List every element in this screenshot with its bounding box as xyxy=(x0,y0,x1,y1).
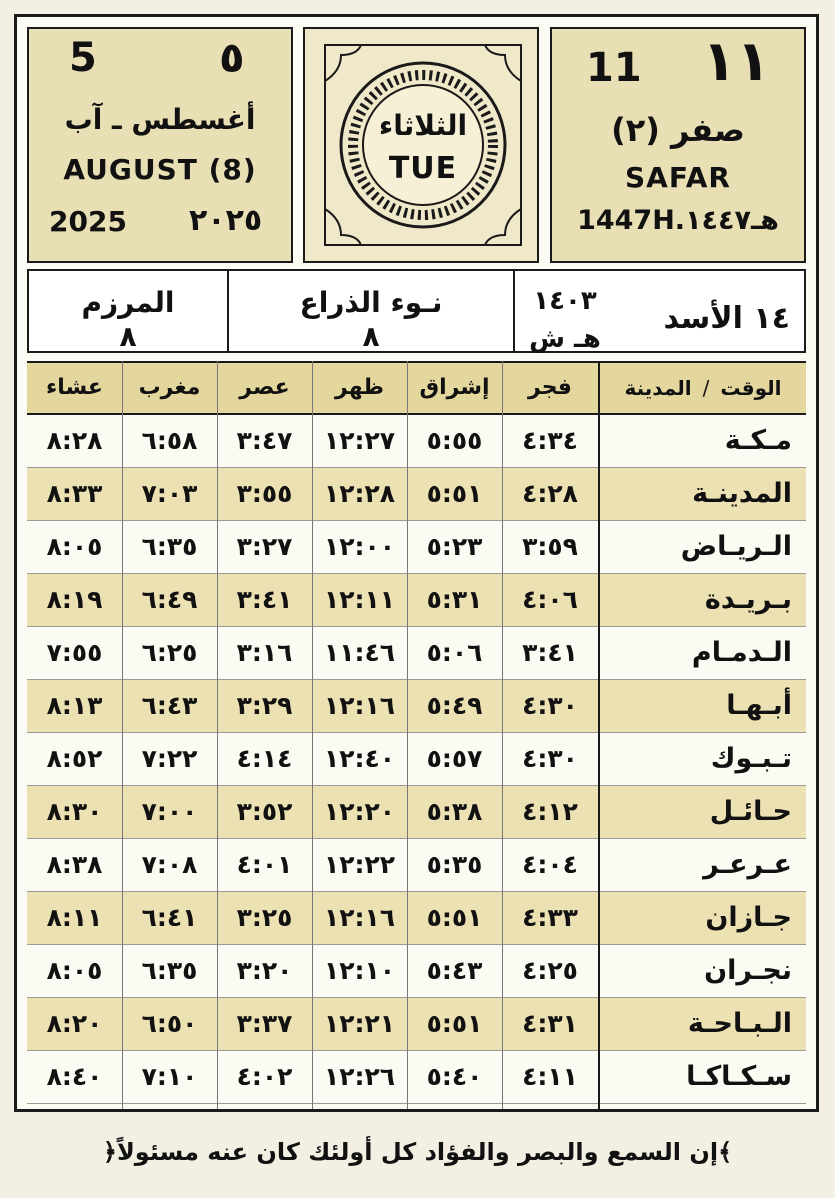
prayer-time: ٤:٢٥ xyxy=(522,956,578,985)
prayer-time: ٨:١٩ xyxy=(46,585,103,614)
table-row xyxy=(27,1051,806,1104)
prayer-time: ٤:٣٤ xyxy=(522,426,578,455)
table-row xyxy=(27,892,806,945)
prayer-time: ٤:١١ xyxy=(522,1062,578,1091)
prayer-time: ٥:٣١ xyxy=(426,585,483,614)
prayer-time: ٨:٠٥ xyxy=(46,956,103,985)
footer-verse xyxy=(0,1122,835,1182)
table-row xyxy=(27,998,806,1051)
prayer-time: ٥:٥١ xyxy=(426,479,483,508)
column-divider xyxy=(407,361,408,1109)
prayer-time: ١٢:١٦ xyxy=(323,691,396,720)
prayer-time: ٧:٠٨ xyxy=(141,850,198,879)
prayer-time: ٥:٢٣ xyxy=(426,532,483,561)
prayer-time: ٤:٢٨ xyxy=(522,479,578,508)
city-name: تـبـوك xyxy=(710,743,792,774)
prayer-time: ٣:١٦ xyxy=(236,638,293,667)
shamsi-label: هـ ش xyxy=(529,324,601,354)
prayer-time: ٦:٤١ xyxy=(141,903,198,932)
table-row xyxy=(27,680,806,733)
prayer-time: ٧:١٠ xyxy=(141,1062,198,1091)
hijri-year: 1447H.هـ١٤٤٧ xyxy=(577,205,779,236)
table-row xyxy=(27,786,806,839)
column-divider xyxy=(312,361,313,1109)
nawa-cell xyxy=(229,271,513,351)
prayer-time: ٦:٤٩ xyxy=(141,585,198,614)
prayer-time: ٨:٥٢ xyxy=(46,744,103,773)
season-info-row xyxy=(27,269,806,353)
prayer-time: ٨:٢٨ xyxy=(46,426,103,455)
prayer-time: ٤:٣١ xyxy=(522,1009,578,1038)
city-name: الـبـاحـة xyxy=(687,1008,792,1039)
prayer-time: ٣:٢٧ xyxy=(236,532,293,561)
prayer-time: ١٢:٠٠ xyxy=(323,532,396,561)
gregorian-month-english: AUGUST (8) xyxy=(63,153,257,186)
table-row xyxy=(27,733,806,786)
header xyxy=(27,27,806,263)
table-row xyxy=(27,468,806,521)
table-row xyxy=(27,415,806,468)
prayer-time: ٨:٣٨ xyxy=(46,850,103,879)
prayer-time: ٥:٥٥ xyxy=(426,426,483,455)
city-name: بـريـدة xyxy=(704,584,792,615)
prayer-time: ٥:٣٥ xyxy=(426,850,483,879)
city-column-divider xyxy=(598,361,600,1109)
header-slash: / xyxy=(702,376,710,400)
prayer-time: ٣:٥٩ xyxy=(522,532,578,561)
nawa-title: نـوء الذراع xyxy=(299,286,443,319)
prayer-time: ٥:٥٧ xyxy=(426,744,483,773)
prayer-time: ٣:٢٠ xyxy=(236,956,293,985)
seal-emblem xyxy=(321,41,525,249)
table-row xyxy=(27,521,806,574)
hijri-month-arabic: صفر (٢) xyxy=(611,111,745,149)
prayer-time: ٨:٣٣ xyxy=(46,479,103,508)
city-name: المدينـة xyxy=(692,478,792,509)
prayer-time: ٧:٥٥ xyxy=(46,638,103,667)
prayer-time: ٦:٣٥ xyxy=(141,956,198,985)
gregorian-year-latin: 2025 xyxy=(49,205,127,238)
prayer-time: ٤:١٤ xyxy=(236,744,293,773)
prayer-time: ٥:٠٦ xyxy=(426,638,483,667)
prayer-time: ٥:٥١ xyxy=(426,1009,483,1038)
nawa-number: ٨ xyxy=(362,320,380,353)
prayer-time: ١٢:١٠ xyxy=(323,956,396,985)
prayer-time: ٤:٠٤ xyxy=(522,850,578,879)
marzam-number: ٨ xyxy=(119,320,137,353)
prayer-time: ١٢:٢٢ xyxy=(323,850,396,879)
shamsi-year-cell xyxy=(515,271,615,354)
prayer-times-table xyxy=(27,361,806,1109)
col-header-maghrib: مغرب xyxy=(138,375,201,400)
gregorian-day-arabic: ٥ xyxy=(219,33,245,82)
prayer-time: ٣:٢٩ xyxy=(236,691,293,720)
weekday-seal-box xyxy=(303,27,539,263)
gregorian-day-latin: 5 xyxy=(69,35,97,81)
column-divider xyxy=(502,361,503,1109)
prayer-time: ٤:٠٦ xyxy=(522,585,578,614)
prayer-time: ٨:٣٠ xyxy=(46,797,103,826)
prayer-time: ٣:٥٥ xyxy=(236,479,293,508)
prayer-time: ١٢:٢٦ xyxy=(323,1062,396,1091)
gregorian-date-box xyxy=(27,27,293,263)
prayer-time: ٤:٣٠ xyxy=(522,691,578,720)
hijri-day-arabic: ١١ xyxy=(702,29,771,94)
prayer-time: ٤:٠٢ xyxy=(236,1062,293,1091)
marzam-cell xyxy=(29,271,227,351)
prayer-time: ٥:٥١ xyxy=(426,903,483,932)
column-divider xyxy=(122,361,123,1109)
prayer-time: ٦:٤٣ xyxy=(141,691,198,720)
prayer-time: ٦:٢٥ xyxy=(141,638,198,667)
col-header-dhuhr: ظهر xyxy=(335,375,384,400)
table-row xyxy=(27,627,806,680)
col-header-isha: عشاء xyxy=(46,375,103,400)
prayer-time: ١٢:١١ xyxy=(323,585,396,614)
col-header-fajr: فجر xyxy=(528,375,572,400)
city-name: مـكـة xyxy=(724,425,792,456)
prayer-time: ١٢:٤٠ xyxy=(323,744,396,773)
prayer-time: ٥:٣٨ xyxy=(426,797,483,826)
weekday-arabic: الثلاثاء xyxy=(378,109,468,142)
prayer-time: ٧:٠٣ xyxy=(141,479,198,508)
prayer-time: ١٢:٢١ xyxy=(323,1009,396,1038)
prayer-time: ٧:٠٠ xyxy=(141,797,198,826)
prayer-time: ٦:٣٥ xyxy=(141,532,198,561)
prayer-time: ٤:١٢ xyxy=(522,797,578,826)
prayer-time: ٥:٤٣ xyxy=(426,956,483,985)
prayer-time: ٨:١١ xyxy=(46,903,103,932)
marzam-title: المرزم xyxy=(81,286,175,319)
prayer-time: ٣:٥٢ xyxy=(236,797,293,826)
city-name: حـائـل xyxy=(709,796,792,827)
city-name: سـكـاكـا xyxy=(686,1061,792,1092)
col-header-ishraq: إشراق xyxy=(419,375,490,400)
header-city-label: المدينة xyxy=(624,376,692,400)
city-name: أبـهـا xyxy=(726,690,792,721)
calendar-page xyxy=(14,14,819,1112)
prayer-time: ٣:٤١ xyxy=(522,638,578,667)
col-header-asr: عصر xyxy=(239,375,290,400)
weekday-english: TUE xyxy=(388,151,458,186)
hijri-date-box xyxy=(550,27,806,263)
city-name: عـرعـر xyxy=(703,849,792,880)
city-name: نجـران xyxy=(704,955,792,986)
table-row xyxy=(27,574,806,627)
prayer-time: ٤:٠١ xyxy=(236,850,293,879)
header-time-label: الوقت xyxy=(720,376,782,400)
prayer-time: ٤:٣٣ xyxy=(522,903,578,932)
prayer-time: ٣:٢٥ xyxy=(236,903,293,932)
table-header xyxy=(27,361,806,415)
gregorian-year-arabic: ٢٠٢٥ xyxy=(189,203,263,238)
prayer-time: ٧:٢٢ xyxy=(141,744,198,773)
table-row xyxy=(27,945,806,998)
gregorian-month-arabic: أغسطس ـ آب xyxy=(64,103,256,136)
prayer-time: ٣:٣٧ xyxy=(236,1009,293,1038)
prayer-time: ٣:٤٧ xyxy=(236,426,293,455)
prayer-time: ١٢:٢٨ xyxy=(323,479,396,508)
prayer-time: ٤:٣٠ xyxy=(522,744,578,773)
prayer-time: ٥:٤٩ xyxy=(426,691,483,720)
prayer-time: ٦:٥٠ xyxy=(141,1009,198,1038)
prayer-time: ١٢:١٦ xyxy=(323,903,396,932)
prayer-time: ١٢:٢٠ xyxy=(323,797,396,826)
shamsi-year: ١٤٠٣ xyxy=(533,286,597,316)
prayer-time: ٨:٠٥ xyxy=(46,532,103,561)
prayer-time: ٣:٤١ xyxy=(236,585,293,614)
prayer-time: ٦:٥٨ xyxy=(141,426,198,455)
verse-text: ﴿إن السمع والبصر والفؤاد كل أولئك كان عنه مسئولاً﴾ xyxy=(102,1138,733,1166)
table-row xyxy=(27,839,806,892)
col-header-city-time xyxy=(600,363,806,413)
seal-ornament-icon xyxy=(321,41,525,249)
zodiac-cell xyxy=(615,271,804,351)
zodiac-text: ١٤ الأسد xyxy=(663,301,790,336)
prayer-time: ٨:١٣ xyxy=(46,691,103,720)
prayer-time: ٥:٤٠ xyxy=(426,1062,483,1091)
prayer-time: ٨:٢٠ xyxy=(46,1009,103,1038)
city-name: الـريـاض xyxy=(680,531,792,562)
city-name: جـازان xyxy=(705,902,792,933)
hijri-day-latin: 11 xyxy=(586,45,642,91)
column-divider xyxy=(217,361,218,1109)
prayer-time: ١١:٤٦ xyxy=(323,638,396,667)
hijri-month-english: SAFAR xyxy=(625,161,731,194)
city-name: الـدمـام xyxy=(691,637,792,668)
prayer-time: ٨:٤٠ xyxy=(46,1062,103,1091)
prayer-time: ١٢:٢٧ xyxy=(323,426,396,455)
